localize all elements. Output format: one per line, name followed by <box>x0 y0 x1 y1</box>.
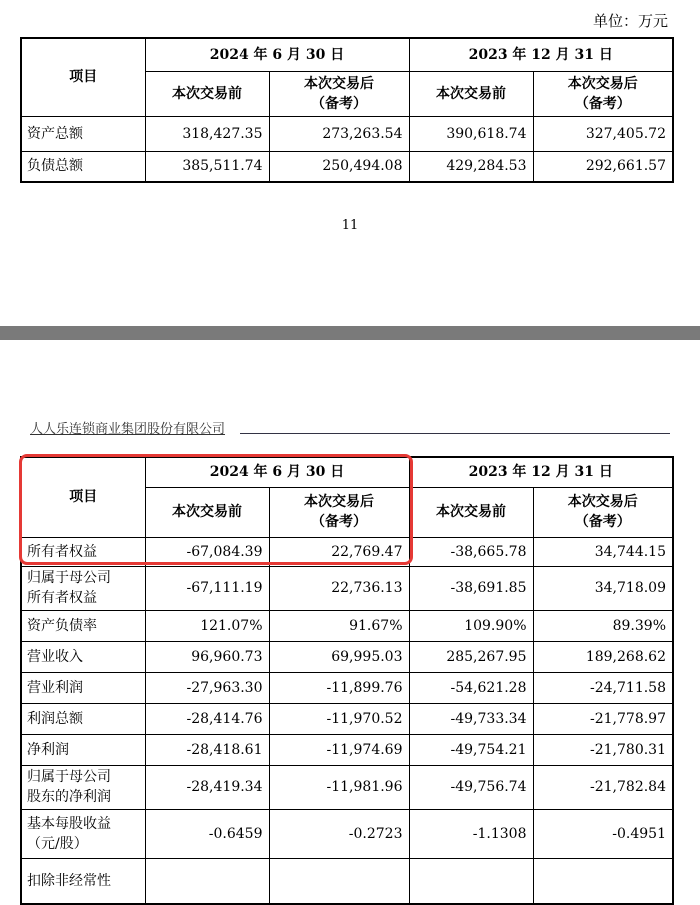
value-cell: 91.67% <box>269 610 409 641</box>
table-row <box>21 610 673 641</box>
value-cell: -11,970.52 <box>269 703 409 734</box>
value-cell: -21,778.97 <box>533 703 673 734</box>
header-period-2024-06-30: 2024 年 6 月 30 日 <box>145 457 409 487</box>
table-row <box>21 116 673 151</box>
value-cell: 285,267.95 <box>409 641 533 672</box>
header-item: 项目 <box>21 38 145 116</box>
value-cell: 273,263.54 <box>269 116 409 151</box>
value-cell <box>409 858 533 904</box>
value-cell: 250,494.08 <box>269 151 409 182</box>
header-after-trade: 本次交易后 （备考） <box>269 487 409 537</box>
value-cell: 390,618.74 <box>409 116 533 151</box>
page-number: 11 <box>341 218 359 233</box>
table-row <box>21 765 673 809</box>
value-cell: -21,782.84 <box>533 765 673 809</box>
value-cell: 318,427.35 <box>145 116 269 151</box>
table-row <box>21 809 673 858</box>
header-item: 项目 <box>21 457 145 537</box>
value-cell: -67,084.39 <box>145 537 269 566</box>
value-cell: -21,780.31 <box>533 734 673 765</box>
table-row <box>21 566 673 610</box>
unit-label: 单位：万元 <box>592 12 668 30</box>
financial-indicators-table <box>20 456 674 905</box>
value-cell: -28,414.76 <box>145 703 269 734</box>
value-cell: 96,960.73 <box>145 641 269 672</box>
header-after-trade: 本次交易后 （备考） <box>269 71 409 116</box>
value-cell: 327,405.72 <box>533 116 673 151</box>
row-label: 营业利润 <box>21 672 145 703</box>
value-cell: -0.4951 <box>533 809 673 858</box>
header-period-2024-06-30: 2024 年 6 月 30 日 <box>145 38 409 71</box>
row-label: 资产负债率 <box>21 610 145 641</box>
value-cell: -1.1308 <box>409 809 533 858</box>
value-cell <box>533 858 673 904</box>
row-label: 归属于母公司 所有者权益 <box>21 566 145 610</box>
value-cell: -11,974.69 <box>269 734 409 765</box>
value-cell: -54,621.28 <box>409 672 533 703</box>
row-label: 资产总额 <box>21 116 145 151</box>
value-cell: -0.6459 <box>145 809 269 858</box>
header-before-trade: 本次交易前 <box>409 487 533 537</box>
table-row <box>21 703 673 734</box>
value-cell: 69,995.03 <box>269 641 409 672</box>
table-row <box>21 734 673 765</box>
header-after-trade: 本次交易后 （备考） <box>533 487 673 537</box>
table-row <box>21 858 673 904</box>
row-label: 扣除非经常性 <box>21 858 145 904</box>
value-cell: 292,661.57 <box>533 151 673 182</box>
value-cell: -38,665.78 <box>409 537 533 566</box>
header-period-2023-12-31: 2023 年 12 月 31 日 <box>409 457 673 487</box>
value-cell: 109.90% <box>409 610 533 641</box>
value-cell: -49,756.74 <box>409 765 533 809</box>
table-row <box>21 537 673 566</box>
value-cell: 34,744.15 <box>533 537 673 566</box>
header-before-trade: 本次交易前 <box>409 71 533 116</box>
value-cell: 22,736.13 <box>269 566 409 610</box>
value-cell: -67,111.19 <box>145 566 269 610</box>
row-label: 营业收入 <box>21 641 145 672</box>
table-row <box>21 151 673 182</box>
header-rule <box>240 433 670 434</box>
page-separator <box>0 326 700 340</box>
value-cell: 121.07% <box>145 610 269 641</box>
value-cell: -38,691.85 <box>409 566 533 610</box>
value-cell <box>269 858 409 904</box>
row-label: 负债总额 <box>21 151 145 182</box>
value-cell: -49,754.21 <box>409 734 533 765</box>
value-cell: 89.39% <box>533 610 673 641</box>
value-cell: -24,711.58 <box>533 672 673 703</box>
row-label: 归属于母公司 股东的净利润 <box>21 765 145 809</box>
value-cell: -11,899.76 <box>269 672 409 703</box>
row-label: 所有者权益 <box>21 537 145 566</box>
value-cell: -28,419.34 <box>145 765 269 809</box>
value-cell: 189,268.62 <box>533 641 673 672</box>
row-label: 净利润 <box>21 734 145 765</box>
value-cell: -0.2723 <box>269 809 409 858</box>
value-cell <box>145 858 269 904</box>
asset-liability-table <box>20 37 674 183</box>
value-cell: 429,284.53 <box>409 151 533 182</box>
value-cell: 22,769.47 <box>269 537 409 566</box>
value-cell: -28,418.61 <box>145 734 269 765</box>
value-cell: -11,981.96 <box>269 765 409 809</box>
value-cell: -49,733.34 <box>409 703 533 734</box>
table-row <box>21 641 673 672</box>
header-before-trade: 本次交易前 <box>145 487 269 537</box>
header-before-trade: 本次交易前 <box>145 71 269 116</box>
header-after-trade: 本次交易后 （备考） <box>533 71 673 116</box>
value-cell: 385,511.74 <box>145 151 269 182</box>
header-period-2023-12-31: 2023 年 12 月 31 日 <box>409 38 673 71</box>
company-name: 人人乐连锁商业集团股份有限公司 <box>30 422 226 437</box>
table-row <box>21 672 673 703</box>
value-cell: -27,963.30 <box>145 672 269 703</box>
value-cell: 34,718.09 <box>533 566 673 610</box>
row-label: 利润总额 <box>21 703 145 734</box>
row-label: 基本每股收益 （元/股） <box>21 809 145 858</box>
